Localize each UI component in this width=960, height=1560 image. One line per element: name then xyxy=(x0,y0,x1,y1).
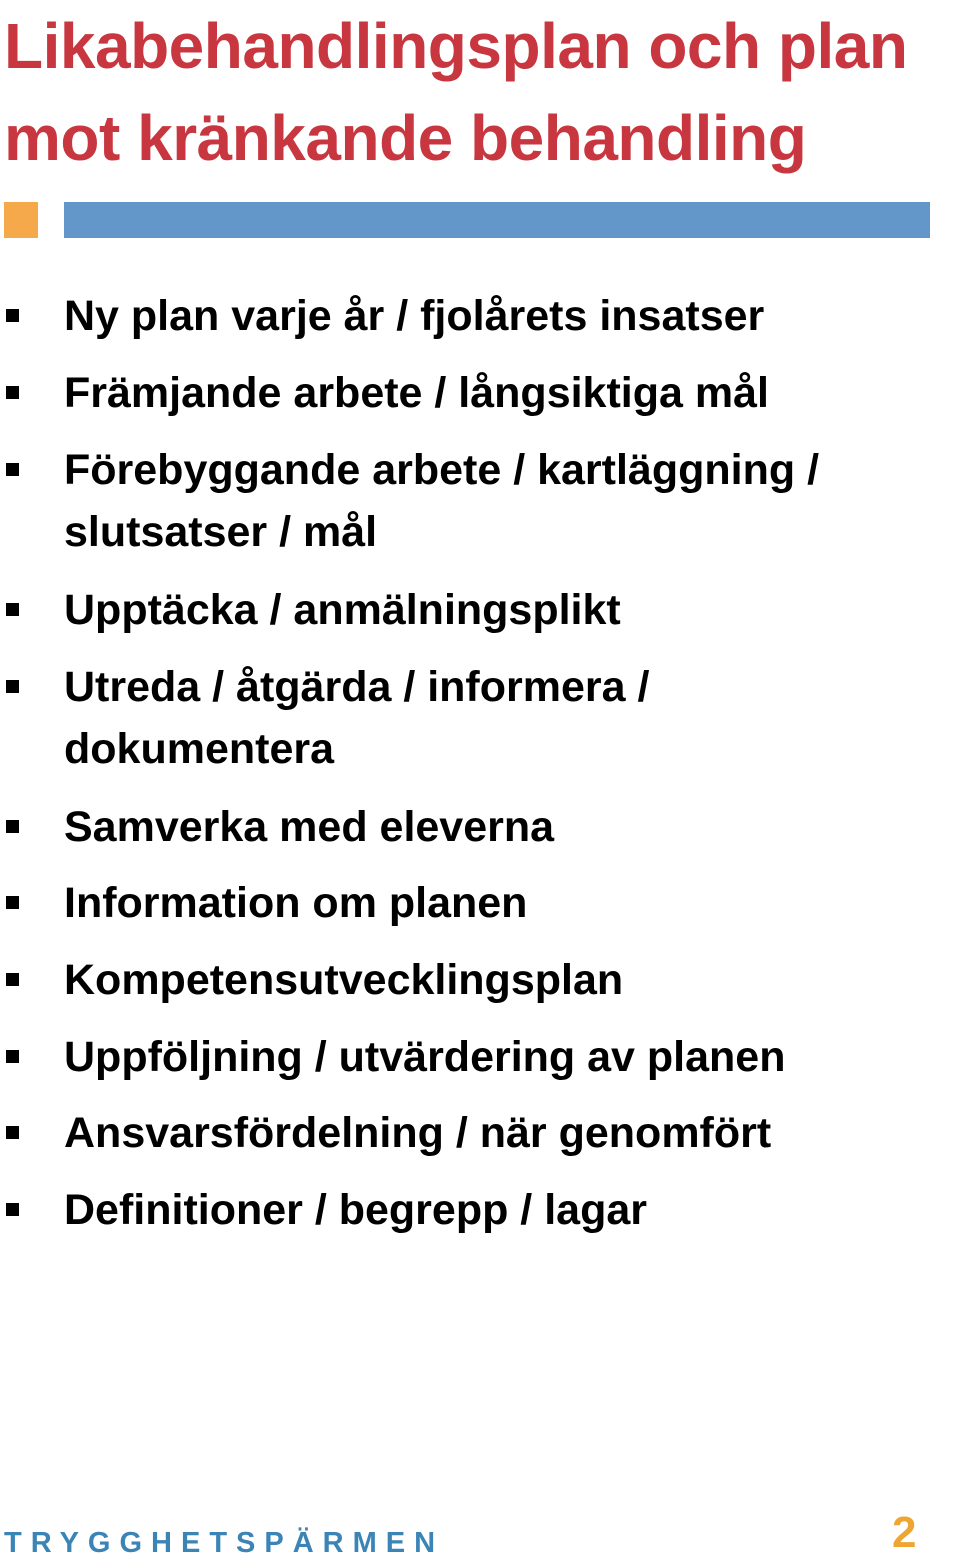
page-title-line-2: mot kränkande behandling xyxy=(4,102,807,174)
square-bullet-icon xyxy=(6,309,19,322)
square-bullet-icon xyxy=(6,973,19,986)
page-number: 2 xyxy=(892,1508,917,1557)
list-item-text: Ny plan varje år / fjolårets insatser xyxy=(64,292,765,340)
list-item-text: Utreda / åtgärda / informera / dokumentera xyxy=(64,663,650,773)
list-item-text: Uppföljning / utvärdering av planen xyxy=(64,1033,786,1081)
square-bullet-icon xyxy=(6,603,19,616)
square-bullet-icon xyxy=(6,1203,19,1216)
list-item-text: Samverka med eleverna xyxy=(64,803,555,851)
page-title xyxy=(4,0,960,184)
square-bullet-icon xyxy=(6,386,19,399)
footer-brand: TRYGGHETSPÄRMEN xyxy=(4,1527,445,1559)
square-bullet-icon xyxy=(6,680,19,693)
square-bullet-icon xyxy=(6,1126,19,1139)
square-bullet-icon xyxy=(6,1050,19,1063)
accent-square xyxy=(4,202,38,238)
list-item-text: Upptäcka / anmälningsplikt xyxy=(64,586,621,634)
square-bullet-icon xyxy=(6,463,19,476)
square-bullet-icon xyxy=(6,896,19,909)
list-item-text: Definitioner / begrepp / lagar xyxy=(64,1186,647,1234)
list-item-text: Ansvarsfördelning / när genomfört xyxy=(64,1109,772,1157)
accent-bar xyxy=(64,202,930,238)
list-item-text: Information om planen xyxy=(64,879,528,927)
page-title-line-1: Likabehandlingsplan och plan xyxy=(4,10,908,82)
square-bullet-icon xyxy=(6,820,19,833)
list-item-text: Främjande arbete / långsiktiga mål xyxy=(64,369,769,417)
list-item-text: Förebyggande arbete / kartläggning / slutsatser / mål xyxy=(64,446,820,556)
list-item-text: Kompetensutvecklingsplan xyxy=(64,956,624,1004)
